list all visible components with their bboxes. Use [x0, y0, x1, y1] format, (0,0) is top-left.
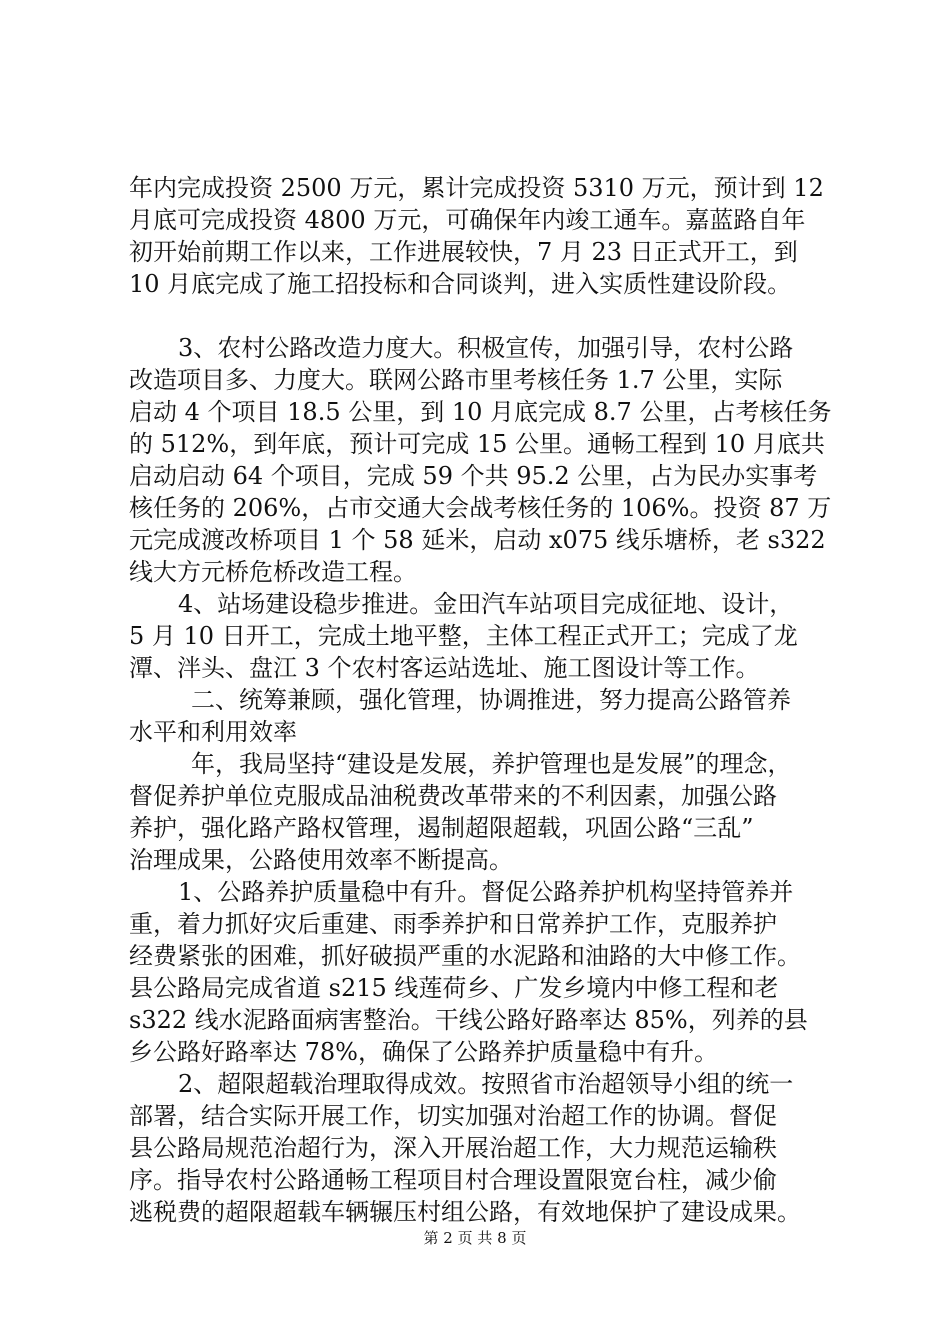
text-line: 2、超限超载治理取得成效。按照省市治超领导小组的统一 [178, 1070, 794, 1098]
text-line: 县公路局完成省道 s215 线莲荷乡、广发乡境内中修工程和老 [129, 974, 779, 1002]
text-line: 年，我局坚持“建设是发展，养护管理也是发展”的理念， [191, 750, 792, 778]
text-line: 5 月 10 日开工，完成土地平整，主体工程正式开工；完成了龙 [129, 622, 798, 650]
text-line: 逃税费的超限超载车辆辗压村组公路，有效地保护了建设成果。 [129, 1198, 801, 1226]
text-line: 初开始前期工作以来，工作进展较快，7 月 23 日正式开工，到 [129, 238, 798, 266]
text-line: 10 月底完成了施工招投标和合同谈判，进入实质性建设阶段。 [129, 270, 792, 298]
text-line: 启动启动 64 个项目，完成 59 个共 95.2 公里，占为民办实事考 [129, 462, 818, 490]
section-heading: 二、统筹兼顾，强化管理，协调推进，努力提高公路管养 [191, 686, 791, 714]
text-line: 治理成果，公路使用效率不断提高。 [129, 846, 513, 874]
section-heading: 水平和利用效率 [129, 718, 297, 746]
text-line: 督促养护单位克服成品油税费改革带来的不利因素，加强公路 [129, 782, 777, 810]
text-line: 1、公路养护质量稳中有升。督促公路养护机构坚持管养并 [178, 878, 794, 906]
text-line: 元完成渡改桥项目 1 个 58 延米，启动 x075 线乐塘桥，老 s322 [129, 526, 826, 554]
text-line: 年内完成投资 2500 万元，累计完成投资 5310 万元，预计到 12 [129, 174, 824, 202]
text-line: 乡公路好路率达 78%，确保了公路养护质量稳中有升。 [129, 1038, 718, 1066]
text-line: 线大方元桥危桥改造工程。 [129, 558, 417, 586]
page-number-footer: 第 2 页 共 8 页 [423, 1229, 527, 1247]
text-line: 改造项目多、力度大。联网公路市里考核任务 1.7 公里，实际 [129, 366, 783, 394]
text-line: 3、农村公路改造力度大。积极宣传，加强引导，农村公路 [178, 334, 794, 362]
text-line: 部署，结合实际开展工作，切实加强对治超工作的协调。督促 [129, 1102, 777, 1130]
text-line: 经费紧张的困难，抓好破损严重的水泥路和油路的大中修工作。 [129, 942, 801, 970]
text-line: 4、站场建设稳步推进。金田汽车站项目完成征地、设计， [178, 590, 794, 618]
text-line: 养护，强化路产路权管理，遏制超限超载，巩固公路“三乱” [129, 814, 754, 842]
text-line: s322 线水泥路面病害整治。干线公路好路率达 85%，列养的县 [129, 1006, 808, 1034]
text-line: 核任务的 206%，占市交通大会战考核任务的 106%。投资 87 万 [129, 494, 832, 522]
text-line: 序。指导农村公路通畅工程项目村合理设置限宽台柱，减少偷 [129, 1166, 777, 1194]
text-line: 启动 4 个项目 18.5 公里，到 10 月底完成 8.7 公里，占考核任务 [129, 398, 832, 426]
text-line: 月底可完成投资 4800 万元，可确保年内竣工通车。嘉蓝路自年 [129, 206, 806, 234]
text-line: 的 512%，到年底，预计可完成 15 公里。通畅工程到 10 月底共 [129, 430, 825, 458]
text-line: 县公路局规范治超行为，深入开展治超工作，大力规范运输秩 [129, 1134, 777, 1162]
text-line: 潭、泮头、盘江 3 个农村客运站选址、施工图设计等工作。 [129, 654, 760, 682]
text-line: 重，着力抓好灾后重建、雨季养护和日常养护工作，克服养护 [129, 910, 777, 938]
